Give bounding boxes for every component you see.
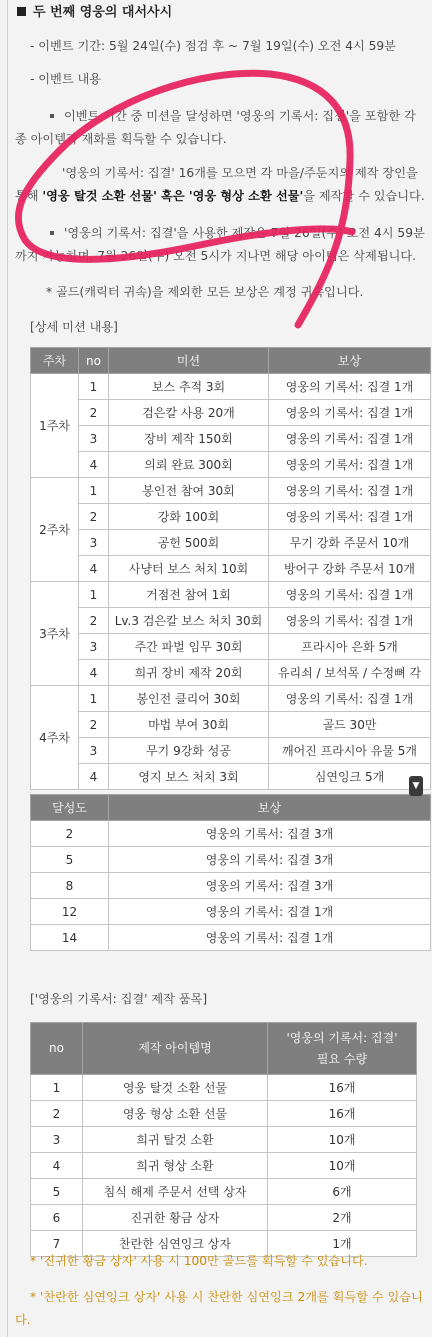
header-no: no bbox=[79, 348, 109, 374]
header-mission: 미션 bbox=[109, 348, 269, 374]
table-row: 14 영웅의 기록서: 집결 1개 bbox=[31, 925, 431, 951]
table-row: 3 공헌 500회 무기 강화 주문서 10개 bbox=[31, 530, 431, 556]
bullet-dot-icon bbox=[50, 231, 54, 235]
table-row: 3 장비 제작 150회 영웅의 기록서: 집결 1개 bbox=[31, 426, 431, 452]
table-row: 2 마법 부여 30회 골드 30만 bbox=[31, 712, 431, 738]
achievement-table bbox=[30, 794, 431, 951]
square-bullet-icon bbox=[17, 7, 26, 16]
table-row: 3 희귀 탈것 소환 10개 bbox=[31, 1127, 417, 1153]
table-row: 12 영웅의 기록서: 집결 1개 bbox=[31, 899, 431, 925]
craft-table bbox=[30, 1022, 417, 1257]
header-no: no bbox=[31, 1023, 83, 1075]
table-row: 6 진귀한 황금 상자 2개 bbox=[31, 1205, 417, 1231]
footnote-gold-box: * '진귀한 황금 상자' 사용 시 100만 골드를 획득할 수 있습니다. bbox=[30, 1254, 368, 1268]
table-row: 7 찬란한 심연잉크 상자 1개 bbox=[31, 1231, 417, 1257]
mission-section-title: [상세 미션 내용] bbox=[30, 320, 118, 334]
bold-mount-gift: '영웅 탈것 소환 선물' bbox=[42, 189, 157, 203]
table-row: 2 강화 100회 영웅의 기록서: 집결 1개 bbox=[31, 504, 431, 530]
table-row: 3 주간 파벌 임무 30회 프라시아 은화 5개 bbox=[31, 634, 431, 660]
week-cell: 4주차 bbox=[31, 686, 79, 790]
week-cell: 3주차 bbox=[31, 582, 79, 686]
bullet-2-line-1: '영웅의 기록서: 집결' 16개를 모으면 각 마을/주둔지의 제작 장인을 bbox=[62, 166, 418, 180]
header-reward: 보상 bbox=[269, 348, 431, 374]
achievement-header-row bbox=[31, 795, 431, 821]
bullet-3-line-1: '영웅의 기록서: 집결'을 사용한 제작은 7월 26일(수) 오전 4시 59분 bbox=[50, 224, 425, 241]
account-bound-note: * 골드(캐릭터 귀속)을 제외한 모든 보상은 계정 귀속입니다. bbox=[46, 285, 364, 299]
footnote-ink-box-line-1: * '찬란한 심연잉크 상자' 사용 시 찬란한 심연잉크 2개를 획득할 수 있습니 bbox=[30, 1290, 423, 1304]
header-reward: 보상 bbox=[109, 795, 431, 821]
bullet-1-line-2: 종 아이템과 재화를 획득할 수 있습니다. bbox=[15, 132, 227, 146]
bold-shape-gift: '영웅 형상 소환 선물' bbox=[188, 189, 304, 203]
header-item-name: 제작 아이템명 bbox=[83, 1023, 268, 1075]
table-row: 5 영웅의 기록서: 집결 3개 bbox=[31, 847, 431, 873]
bullet-3-line-2: 까지 가능하며, 7월 26일(수) 오전 5시가 지나면 해당 아이템은 삭제됩니다. bbox=[15, 249, 417, 263]
table-row: 3주차 1 거점전 참여 1회 영웅의 기록서: 집결 1개 bbox=[31, 582, 431, 608]
quote-rule bbox=[7, 0, 8, 1337]
table-row: 2 영웅의 기록서: 집결 3개 bbox=[31, 821, 431, 847]
table-row: 1주차 1 보스 추적 3회 영웅의 기록서: 집결 1개 bbox=[31, 374, 431, 400]
table-row: 2 영웅 형상 소환 선물 16개 bbox=[31, 1101, 417, 1127]
table-row: 4 의뢰 완료 300회 영웅의 기록서: 집결 1개 bbox=[31, 452, 431, 478]
table-row: 2 Lv.3 검은칼 보스 처치 30회 영웅의 기록서: 집결 1개 bbox=[31, 608, 431, 634]
mission-table bbox=[30, 347, 431, 790]
bullet-1-line-1: 이벤트 기간 중 미션을 달성하면 '영웅의 기록서: 집결'을 포함한 각 bbox=[50, 107, 416, 124]
event-content-label: - 이벤트 내용 bbox=[30, 72, 102, 86]
table-row: 5 침식 해제 주문서 선택 상자 6개 bbox=[31, 1179, 417, 1205]
week-cell: 2주차 bbox=[31, 478, 79, 582]
footnote-ink-box-line-2: 다. bbox=[15, 1313, 31, 1327]
header-week: 주차 bbox=[31, 348, 79, 374]
table-row: 4주차 1 봉인전 클리어 30회 영웅의 기록서: 집결 1개 bbox=[31, 686, 431, 712]
table-row: 1 영웅 탈것 소환 선물 16개 bbox=[31, 1075, 417, 1101]
table-row: 2 검은칼 사용 20개 영웅의 기록서: 집결 1개 bbox=[31, 400, 431, 426]
craft-header-row bbox=[31, 1023, 417, 1075]
scroll-down-button[interactable] bbox=[409, 776, 423, 796]
bullet-dot-icon bbox=[50, 114, 54, 118]
table-row: 4 사냥터 보스 처치 10회 방어구 강화 주문서 10개 bbox=[31, 556, 431, 582]
craft-section-title: ['영웅의 기록서: 집결' 제작 품목] bbox=[30, 992, 208, 1006]
table-row: 8 영웅의 기록서: 집결 3개 bbox=[31, 873, 431, 899]
header-achievement: 달성도 bbox=[31, 795, 109, 821]
table-row: 4 희귀 형상 소환 10개 bbox=[31, 1153, 417, 1179]
event-period: - 이벤트 기간: 5월 24일(수) 점검 후 ~ 7월 19일(수) 오전 4시 59분 bbox=[30, 39, 396, 53]
table-row: 4 영지 보스 처치 3회 심연잉크 5개 bbox=[31, 764, 431, 790]
bullet-2-line-2: 통해 '영웅 탈것 소환 선물' 혹은 '영웅 형상 소환 선물'을 제작할 수 있습니다. bbox=[15, 189, 425, 203]
week-cell: 1주차 bbox=[31, 374, 79, 478]
table-row: 3 무기 9강화 성공 깨어진 프라시아 유물 5개 bbox=[31, 738, 431, 764]
header-required-qty: '영웅의 기록서: 집결' 필요 수량 bbox=[268, 1023, 417, 1075]
section-heading: 두 번째 영웅의 대서사시 bbox=[17, 1, 172, 20]
table-row: 4 희귀 장비 제작 20회 유리쇠 / 보석목 / 수정뼈 각 bbox=[31, 660, 431, 686]
table-row: 2주차 1 봉인전 참여 30회 영웅의 기록서: 집결 1개 bbox=[31, 478, 431, 504]
mission-header-row bbox=[31, 348, 431, 374]
chevron-down-icon: ▼ bbox=[412, 781, 420, 791]
